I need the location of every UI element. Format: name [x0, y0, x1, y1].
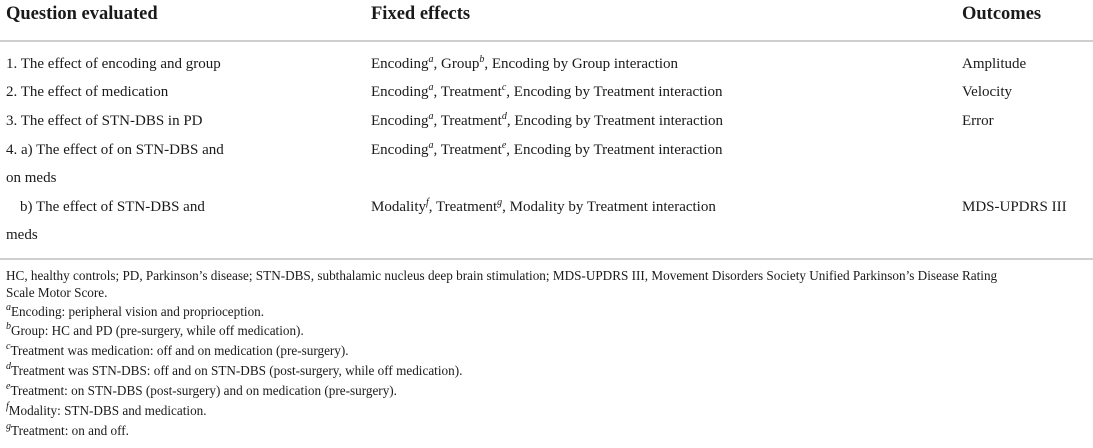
footnote-b: $^b$Group: HC and PD (pre-surgery, while off medication). — [6, 321, 304, 338]
row-3-outcome: Error — [962, 113, 994, 129]
footnote-f: $^f$Modality: STN-DBS and medication. — [6, 401, 207, 418]
row-4b-outcome: MDS-UPDRS III — [962, 199, 1067, 215]
footnote-abbreviations: HC, healthy controls; PD, Parkinson’s disease; STN-DBS, subthalamic nucleus deep brain stimulation; MDS-UPDRS III, Movement Disorders Society Unified Parkinson’s Disease Rating — [6, 268, 998, 283]
table-header — [0, 0, 1093, 40]
header-question: Question evaluated — [6, 4, 158, 24]
footnote-a: $^a$Encoding: peripheral vision and proprioception. — [6, 302, 265, 319]
row-4b-fixed-effects: Modality$^f$, Treatment$^g$, Modality by Treatment interaction — [371, 197, 716, 215]
row-4b-question: b) The effect of STN-DBS and — [20, 199, 205, 215]
header-outcomes: Outcomes — [962, 4, 1042, 24]
footnote-c: $^c$Treatment was medication: off and on medication (pre-surgery). — [6, 341, 349, 358]
row-4b-question-cont: meds — [6, 227, 38, 243]
header-rule — [0, 40, 1093, 42]
footnote-d: $^d$Treatment was STN-DBS: off and on STN-DBS (post-surgery, while off medication). — [6, 361, 463, 378]
row-4a-question-cont: on meds — [6, 170, 57, 186]
footer-rule — [0, 258, 1093, 260]
row-2-question: 2. The effect of medication — [6, 84, 169, 100]
row-3-fixed-effects: Encoding$^a$, Treatment$^d$, Encoding by Treatment interaction — [371, 111, 724, 129]
row-3-question: 3. The effect of STN-DBS in PD — [6, 113, 203, 129]
row-1-fixed-effects: Encoding$^a$, Group$^b$, Encoding by Group interaction — [371, 54, 679, 72]
row-1-outcome: Amplitude — [962, 56, 1027, 72]
row-2-fixed-effects: Encoding$^a$, Treatment$^c$, Encoding by Treatment interaction — [371, 82, 723, 100]
row-2-outcome: Velocity — [962, 84, 1012, 100]
row-4a-question: 4. a) The effect of on STN-DBS and — [6, 142, 224, 158]
footnote-abbreviations-cont: Scale Motor Score. — [6, 285, 108, 300]
row-1-question: 1. The effect of encoding and group — [6, 56, 221, 72]
row-4a-fixed-effects: Encoding$^a$, Treatment$^e$, Encoding by Treatment interaction — [371, 140, 723, 158]
header-fixed-effects: Fixed effects — [371, 4, 471, 24]
footnote-g: $^g$Treatment: on and off. — [6, 421, 129, 438]
footnote-e: $^e$Treatment: on STN-DBS (post-surgery) and on medication (pre-surgery). — [6, 381, 397, 398]
